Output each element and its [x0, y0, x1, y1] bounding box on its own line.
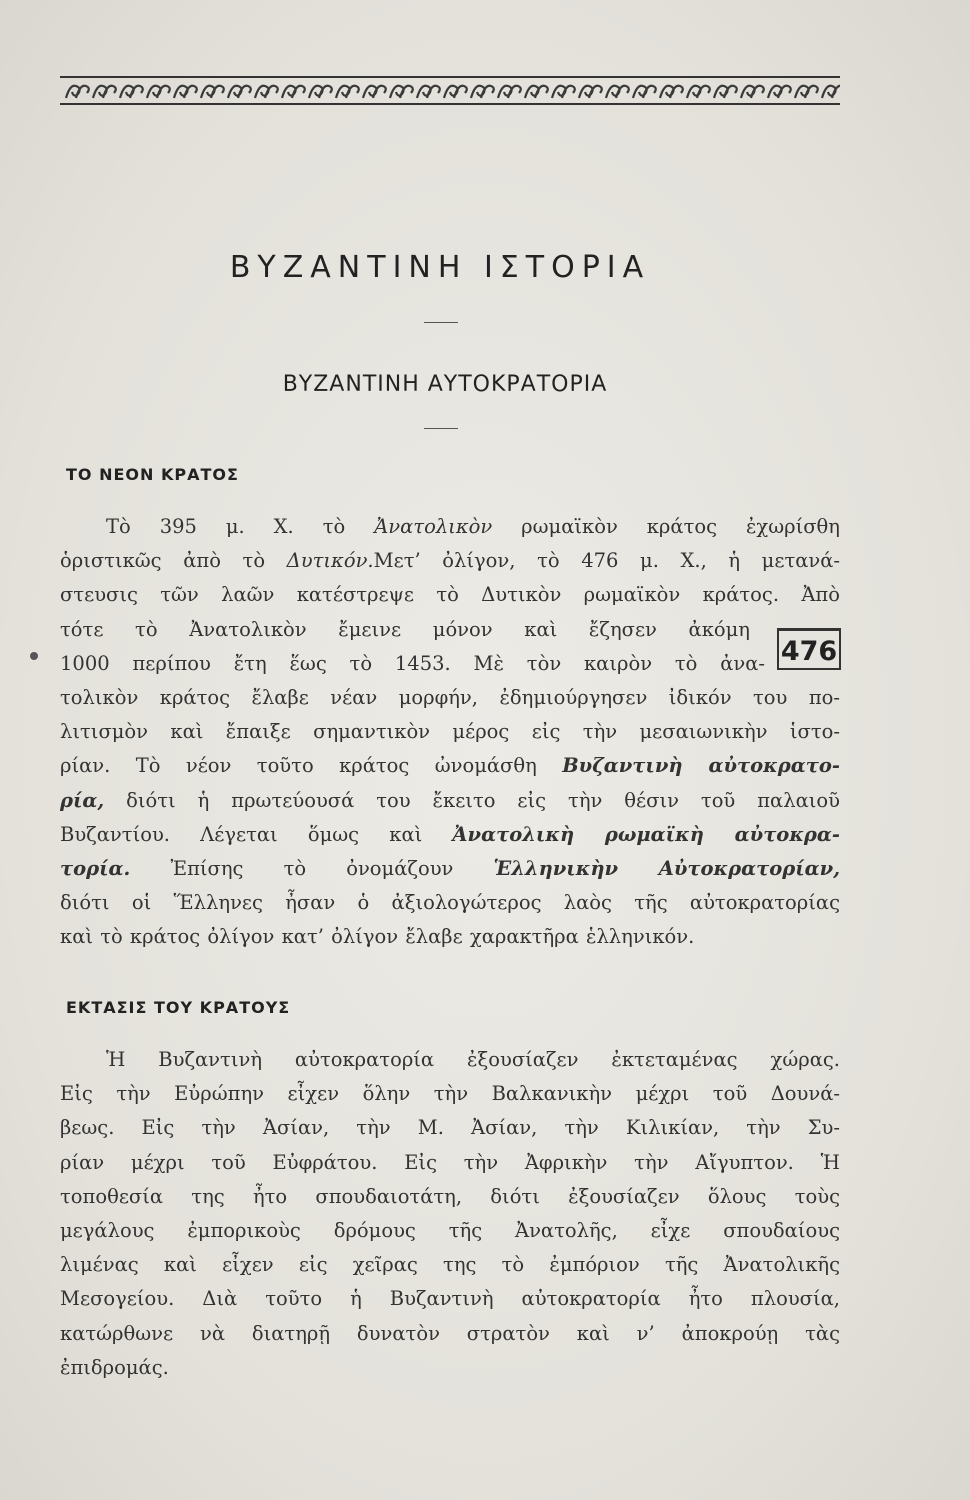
- text-line: λιμένας καὶ εἶχεν εἰς χεῖρας της τὸ ἐμπόριον τῆς Ἀνατολικῆς: [60, 1253, 840, 1277]
- text-line: Τὸ 395 μ. Χ. τὸ Ἀνατολικὸν ρωμαϊκὸν κράτος ἐχωρίσθη: [106, 515, 840, 538]
- ornament-motif: [498, 86, 521, 98]
- page-title: ΒΥΖΑΝΤΙΝΗ ΙΣΤΟΡΙΑ: [229, 250, 651, 285]
- ornament-motif: [714, 86, 737, 98]
- ornament-motif: [687, 86, 710, 98]
- margin-year-note: 476: [777, 628, 841, 670]
- ornament-motif: [147, 86, 170, 98]
- section-heading: ΕΚΤΑΣΙΣ ΤΟΥ ΚΡΑΤΟΥΣ: [66, 998, 291, 1017]
- ornament-motif: [444, 86, 467, 98]
- ornament-motif: [174, 86, 197, 98]
- ornament-motif: [552, 86, 575, 98]
- ornament-motif: [282, 86, 305, 98]
- text-line: λιτισμὸν καὶ ἔπαιξε σημαντικὸν μέρος εἰς τὴν μεσαιωνικὴν ἱστο-: [60, 720, 840, 744]
- ornament-motif: [633, 86, 656, 98]
- ornament-motif: [417, 86, 440, 98]
- text-line: τορία. Ἐπίσης τὸ ὀνομάζουν Ἑλληνικὴν Αὐτοκρατορίαν,: [60, 857, 840, 881]
- text-line: τολικὸν κράτος ἔλαβε νέαν μορφήν, ἐδημιούργησεν ἰδικόν του πο-: [60, 686, 840, 710]
- ornament-motif: [228, 86, 251, 98]
- text-line: βεως. Εἰς τὴν Ἀσίαν, τὴν Μ. Ἀσίαν, τὴν Κιλικίαν, τὴν Συ-: [60, 1116, 840, 1140]
- ornament-motif: [309, 86, 332, 98]
- page-speck: [30, 652, 38, 660]
- paragraph: [60, 510, 840, 955]
- divider: [424, 322, 458, 323]
- text-line: κατώρθωνε νὰ διατηρῇ δυνατὸν στρατὸν καὶ ν’ ἀποκρούῃ τὰς: [60, 1321, 840, 1345]
- ornament-motif: [201, 86, 224, 98]
- text-line: 1000 περίπου ἔτη ἕως τὸ 1453. Μὲ τὸν καιρὸν τὸ ἀνα-: [60, 651, 765, 675]
- text-line: καὶ τὸ κράτος ὀλίγον κατ’ ὀλίγον ἔλαβε χαρακτῆρα ἑλληνικόν.: [60, 925, 695, 949]
- ornament-motif: [363, 86, 386, 98]
- ornament-motif: [741, 86, 764, 98]
- text-line: Ἡ Βυζαντινὴ αὐτοκρατορία ἐξουσίαζεν ἐκτεταμένας χώρας.: [106, 1048, 840, 1071]
- ornament-motif: [822, 86, 840, 98]
- ornament-motif: [120, 86, 143, 98]
- ornament-motif: [66, 86, 89, 98]
- ornament-motif: [471, 86, 494, 98]
- divider: [424, 428, 458, 429]
- text-line: Βυζαντίου. Λέγεται ὅμως καὶ Ἀνατολικὴ ρωμαϊκὴ αὐτοκρα-: [60, 822, 840, 846]
- text-line: ρία, διότι ἡ πρωτεύουσά του ἔκειτο εἰς τὴν θέσιν τοῦ παλαιοῦ: [60, 788, 840, 812]
- ornament-motif: [390, 86, 413, 98]
- ornament-motif: [795, 86, 818, 98]
- ornament-motif: [525, 86, 548, 98]
- text-line: στευσις τῶν λαῶν κατέστρεψε τὸ Δυτικὸν ρωμαϊκὸν κράτος. Ἀπὸ: [60, 583, 840, 607]
- text-line: διότι οἱ Ἕλληνες ἦσαν ὁ ἀξιολογώτερος λαὸς τῆς αὐτοκρατορίας: [60, 891, 840, 915]
- text-line: τοποθεσία της ἦτο σπουδαιοτάτη, διότι ἐξουσίαζεν ὅλους τοὺς: [60, 1184, 840, 1208]
- text-line: τότε τὸ Ἀνατολικὸν ἔμεινε μόνον καὶ ἔζησεν ἀκόμη: [60, 617, 750, 641]
- ornament-motif: [93, 86, 116, 98]
- ornament-motif: [606, 86, 629, 98]
- text-line: ἐπιδρομάς.: [60, 1355, 169, 1379]
- ornamental-border: [60, 74, 840, 108]
- text-line: ρίαν μέχρι τοῦ Εὐφράτου. Εἰς τὴν Ἀφρικὴν τὴν Αἴγυπτον. Ἡ: [60, 1150, 840, 1174]
- text-line: ρίαν. Τὸ νέον τοῦτο κράτος ὠνομάσθη Βυζαντινὴ αὐτοκρατο-: [60, 754, 840, 778]
- section-heading: ΤΟ ΝΕΟΝ ΚΡΑΤΟΣ: [66, 465, 239, 484]
- text-line: Εἰς τὴν Εὐρώπην εἶχεν ὅλην τὴν Βαλκανικὴν μέχρι τοῦ Δουνά-: [60, 1082, 840, 1106]
- text-line: Μεσογείου. Διὰ τοῦτο ἡ Βυζαντινὴ αὐτοκρατορία ἦτο πλουσία,: [60, 1287, 840, 1311]
- page-subtitle: ΒΥΖΑΝΤΙΝΗ ΑΥΤΟΚΡΑΤΟΡΙΑ: [282, 372, 608, 397]
- ornament-motif: [336, 86, 359, 98]
- ornament-motif: [660, 86, 683, 98]
- ornament-motif: [255, 86, 278, 98]
- ornament-motif: [768, 86, 791, 98]
- text-line: μεγάλους ἐμπορικοὺς δρόμους τῆς Ἀνατολῆς, εἶχε σπουδαίους: [60, 1219, 840, 1243]
- text-line: ὁριστικῶς ἀπὸ τὸ Δυτικόν.Μετ’ ὀλίγον, τὸ 476 μ. Χ., ἡ μετανά-: [60, 549, 840, 573]
- paragraph: [60, 1043, 840, 1385]
- ornament-motif: [579, 86, 602, 98]
